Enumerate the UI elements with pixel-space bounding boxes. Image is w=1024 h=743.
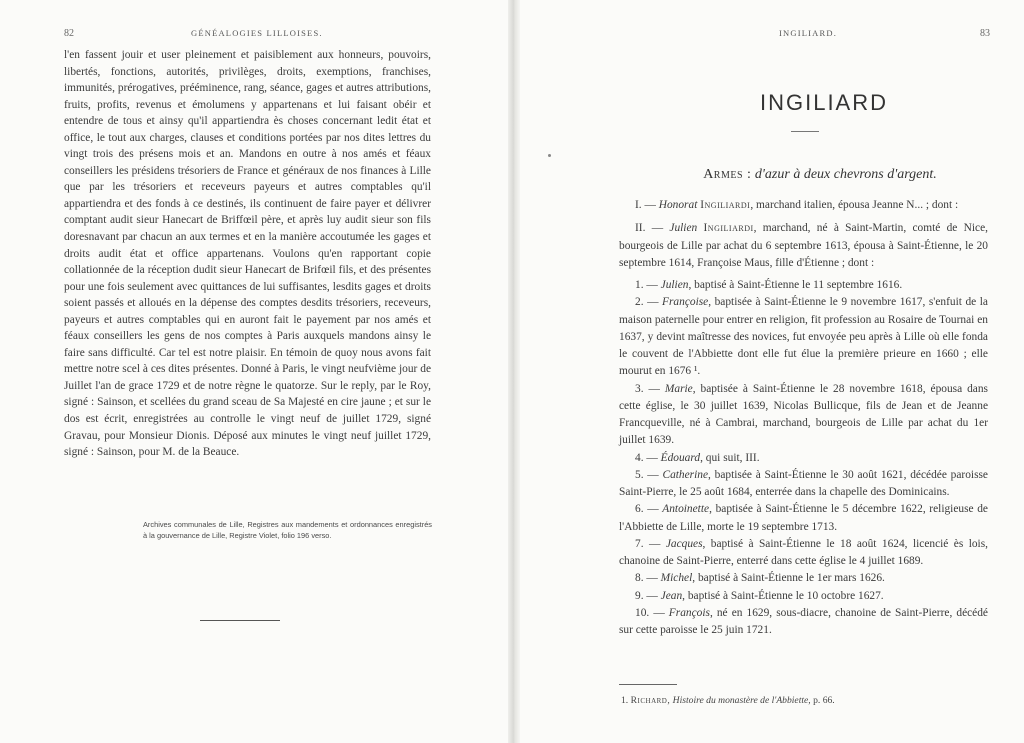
footnote-author: Richard, [630, 695, 671, 706]
person-surname: Ingiliardi [703, 222, 754, 235]
left-paragraph: l'en fassent jouir et user pleinement et paisiblement aux honneurs, pouvoirs, libertés, fonctions, autorités, privilèges, droits, exemptions, franchises, immunités, prérogatives, prééminence, rang, séance, gages et autres attributions, fruits, profits, revenus et émolumens y appartenans et lui faisant obéir et entendre de tous et ainsy qu'il appartiendra ès choses concernant ledit état et office, le tout aux charges, clauses et conditions portées par nos dites lettres du vingt trois des présens mois et an. Mandons en outre à nos amés et féaux conseillers les présidens trésoriers de France et généraux de nos finances à Lille que par les trésoriers et receveurs payeurs et autres comptables qu'il appartiendra et des fonds à ce destinés, ils continuent de faire payer et délivrer comptant audit sieur Hanecart de Briffœil père, et après luy audit sieur son fils doresnavant par chacun an aux termes et en la manière accoutumée les gages et droits audit état et office appartenans. Voulons qu'en rapportant copie collationnée de la réception dudit sieur Hanecart de Brifœil fils, et des présentes pour une fois seulement avec quittances de lui suffisantes, lesdits gages et droits soient passés et alloués en la dépense des comptes desdits trésoriers, receveurs, payeurs et autres comptables qui en auront fait le payement par nos amés et féaux conseillers les gens de nos comptes à Paris auxquels mandons ainsy le faire sans difficulté. Car tel est notre plaisir. En témoin de quoy nous avons fait mettre notre scel à ces dites présentes. Donné à Paris, le vingt neufvième jour de Juillet l'an de grace 1729 et de notre règne le quatorze. Sur le reply, par le Roy, signé : Sainson, et scellées du grand sceau de Sa Majesté en cire jaune ; et sur le dos est écrit, enregistrées au controlle le vingt neuf de juillet 1729, signé Gravau, pour Monsieur Dionis. Déposé aux minutes le vingt neuf juillet 1729, signé : Sainson, pour M. de la Beauce. [64, 49, 431, 459]
title-rule [791, 131, 819, 132]
children-list [619, 277, 988, 639]
child-entry [619, 501, 988, 536]
child-name: Michel [660, 572, 693, 585]
child-text: , baptisé à Saint-Étienne le 18 août 1624, licencié ès lois, chanoine de Saint-Pierre, enterré dans cette église le 4 juillet 1689. [619, 537, 989, 567]
child-name: Julien [660, 279, 689, 291]
generation-entry [619, 197, 988, 214]
generation-numeral: I. — [635, 199, 656, 211]
footnote-rule [619, 684, 677, 685]
footnote-title: Histoire du monastère de l'Abbiette, [672, 695, 811, 706]
family-title: INGILIARD [759, 90, 889, 115]
child-name: Jean [660, 589, 683, 602]
child-text: , baptisée à Saint-Étienne le 9 novembre 1617, s'enfuit de la maison paternelle pour entrer en religion, fit profession au Rosaire de Tournai en 1637, y devint maîtresse des novices, fut envoyée peu après à Lille où elle fonda le couvent de l'Abbiette dont elle fut élue la première prieure en 1660 ; elle mourut en 1676 ¹. [619, 296, 988, 378]
child-name: Françoise [662, 296, 709, 309]
footnote-page: p. 66. [813, 695, 835, 706]
child-number: 3. — [635, 382, 660, 395]
child-entry [619, 450, 988, 467]
scan-speck [548, 154, 551, 157]
entry-text: , marchand italien, épousa Jeanne N... ; dont : [750, 199, 959, 211]
archive-citation: Archives communales de Lille, Registres aux mandements et ordonnances enregistrés à la gouvernance de Lille, Registre Violet, folio 196 verso. [143, 520, 432, 540]
child-number: 9. — [635, 589, 658, 602]
right-running-head: INGILIARD. [779, 28, 838, 38]
child-name: Édouard [660, 451, 701, 464]
child-entry [619, 536, 988, 571]
left-running-head: GÉNÉALOGIES LILLOISES. [191, 28, 323, 38]
child-number: 5. — [635, 468, 659, 481]
person-name: Honorat [658, 199, 698, 211]
child-name: Antoinette [662, 503, 710, 516]
child-entry [619, 277, 988, 294]
arms-label: Armes : [703, 167, 752, 182]
child-entry [619, 381, 988, 450]
child-text: , baptisée à Saint-Étienne le 30 août 1621, décédée paroisse Saint-Pierre, le 25 août 1684, enterrée dans la chapelle des Dominicains. [619, 468, 988, 498]
child-number: 1. — [635, 279, 658, 291]
arms-blazon: d'azur à deux chevrons d'argent. [754, 167, 937, 182]
child-number: 7. — [635, 537, 661, 550]
child-number: 2. — [635, 296, 659, 309]
child-text: , baptisé à Saint-Étienne le 11 septembre 1616. [688, 279, 903, 291]
child-text: , baptisé à Saint-Étienne le 10 octobre 1627. [682, 589, 884, 602]
child-entry [619, 605, 988, 640]
left-page [0, 0, 508, 743]
child-text: , baptisée à Saint-Étienne le 28 novembre 1618, épousa dans cette église, le 30 juillet 1639, Nicolas Bullicque, fils de Jean et de Jeanne Francqueville, né à Cambrai, marchand, bourgeois de Lille par achat du 1er juillet 1639. [619, 382, 988, 447]
entry-text: , marchand, né à Saint-Martin, comté de Nice, bourgeois de Lille par achat du 6 septembre 1613, épousa à Saint-Étienne, le 20 septembre 1614, Françoise Maus, fille d'Étienne ; dont : [619, 222, 988, 269]
right-page-number: 83 [980, 28, 990, 39]
child-number: 8. — [635, 572, 658, 585]
child-text: , qui suit, III. [700, 451, 760, 464]
person-name: Julien [669, 222, 698, 235]
child-text: , né en 1629, sous-diacre, chanoine de Saint-Pierre, décédé sur cette paroisse le 25 juin 1721. [619, 606, 988, 636]
child-name: Jacques [665, 537, 703, 550]
person-surname: Ingiliardi [700, 199, 751, 211]
child-number: 10. — [635, 606, 665, 619]
child-number: 6. — [635, 503, 659, 516]
left-body-text [64, 47, 431, 461]
child-name: François [668, 606, 710, 619]
child-text: , baptisé à Saint-Étienne le 1er mars 1626. [692, 572, 885, 585]
child-entry [619, 467, 988, 502]
coat-of-arms-line [660, 167, 980, 183]
child-name: Marie [664, 382, 693, 395]
generation-numeral: II. — [635, 222, 664, 235]
child-number: 4. — [635, 451, 658, 464]
child-name: Catherine [662, 468, 709, 481]
footnote-number: 1. [621, 695, 629, 706]
book-gutter [508, 0, 520, 743]
child-entry [619, 570, 988, 587]
child-entry [619, 294, 988, 380]
footnote [621, 695, 835, 706]
generation-entry [619, 220, 988, 272]
genealogy-body [619, 197, 988, 639]
child-text: , baptisée à Saint-Étienne le 5 décembre 1622, religieuse de l'Abbiette de Lille, morte le 19 septembre 1713. [619, 503, 988, 533]
right-page [520, 0, 1024, 743]
child-entry [619, 588, 988, 605]
left-page-number: 82 [64, 28, 74, 39]
end-rule [200, 620, 280, 621]
